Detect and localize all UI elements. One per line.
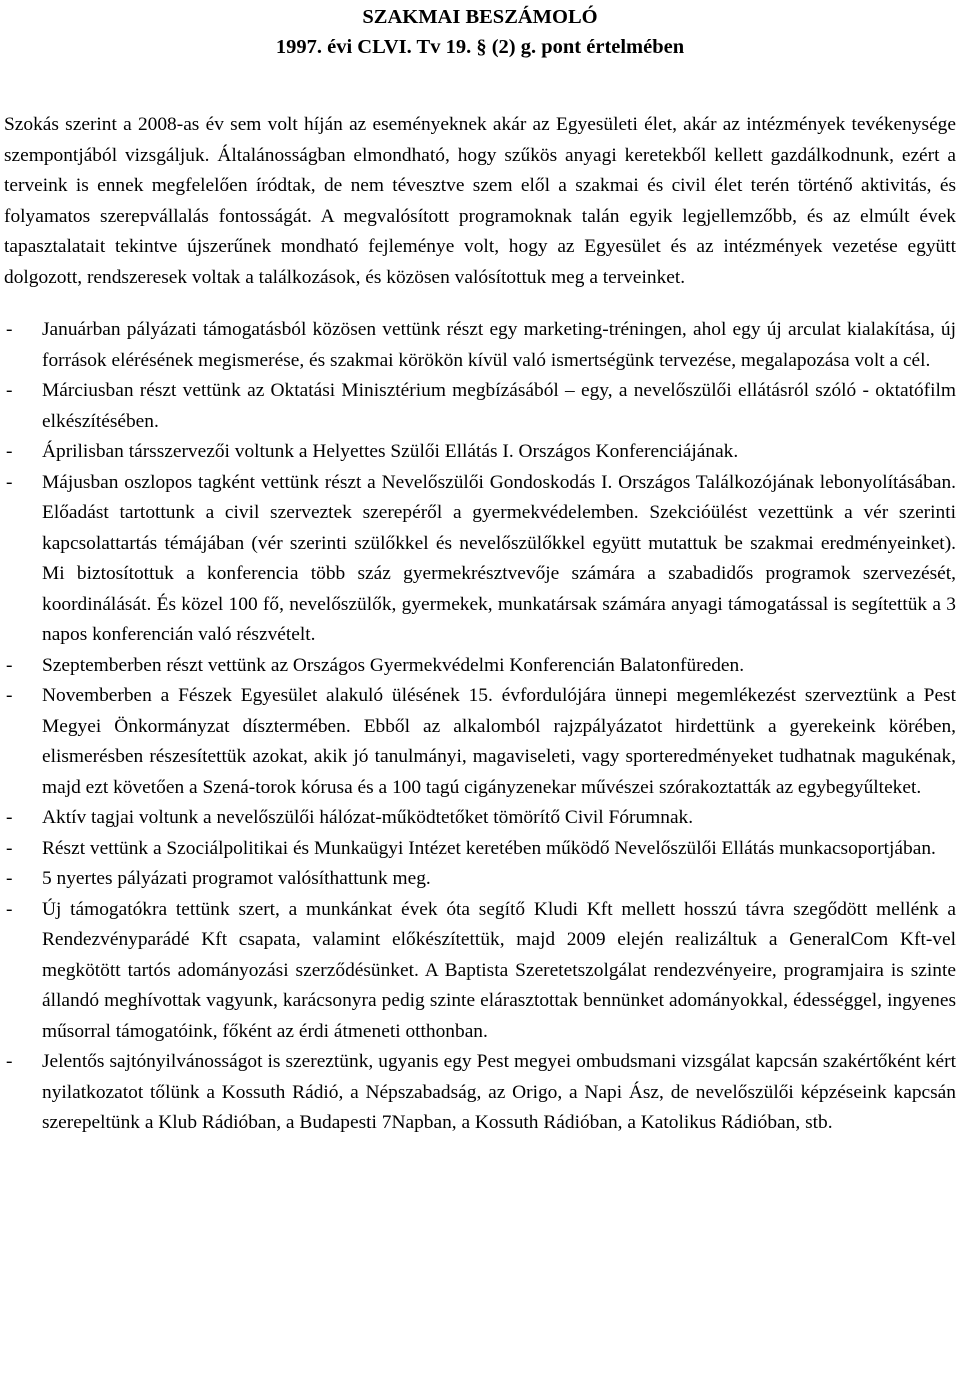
list-item [4, 895, 956, 1048]
list-item-text: Januárban pályázati támogatásból közösen vettünk részt egy marketing-tréningen, ahol egy új arculat kialakítása, új források elérésének megismerése, és szakmai körökön kívül való ismertségünk tervezése, megalapozása volt a cél. [42, 319, 956, 371]
bullet-dash: - [6, 898, 13, 920]
bullet-dash: - [6, 837, 13, 859]
list-item [4, 437, 956, 468]
bullet-dash: - [6, 319, 13, 340]
list-item-text: Májusban oszlopos tagként vettünk részt a Nevelőszülői Gondoskodás I. Országos Találkozójának lebonyolításában. Előadást tartottunk a civil szerveztek szerepéről a gyermekvédelemben. Szekcióülést vezettünk a vér szerinti kapcsolattartás témájában (vér szerinti szülőkkel és nevelőszülőkkel együtt mutattuk be szakmai eredményeinket). Mi biztosítottuk a konferencia több száz gyermekrésztvevője számára a szabadidős programok szervezését, koordinálását. És közel 100 fő, nevelőszülők, gyermekek, munkatársak számára anyagi támogatással is segítettük a 3 napos konferencián való részvételt. [42, 471, 956, 645]
list-item [4, 864, 956, 895]
list-item-text: Szeptemberben részt vettünk az Országos Gyermekvédelmi Konferencián Balatonfüreden. [42, 654, 745, 676]
list-item [4, 803, 956, 834]
list-item-text: Márciusban részt vettünk az Oktatási Minisztérium megbízásából – egy, a nevelőszülői ellátásról szóló - oktatófilm elkészítésében. [42, 380, 956, 432]
bullet-dash: - [6, 807, 13, 828]
bullet-dash: - [6, 868, 13, 889]
list-item-text: Novemberben a Fészek Egyesület alakuló ülésének 15. évfordulójára ünnepi megemlékezést szerveztünk a Pest Megyei Önkormányzat dísztermében. Ebből az alkalomból rajzpályázatot hirdettünk a gyerekeink körében, elismerésben részesítettük azokat, akik jó tanulmányi, magaviseleti, vagy sporteredményeket tudhatnak magukénak, majd ezt követően a Szená-torok kórusa és a 100 tagú cigányzenekar művészei szórakoztatták az egybegyűlteket. [42, 685, 956, 798]
activity-list [4, 315, 956, 1139]
document-subtitle: 1997. évi CLVI. Tv 19. § (2) g. pont értelmében [275, 36, 685, 58]
list-item [4, 468, 956, 651]
bullet-dash: - [6, 471, 13, 493]
bullet-dash: - [6, 685, 13, 706]
bullet-dash: - [6, 654, 13, 676]
document-title: SZAKMAI BESZÁMOLÓ [362, 6, 598, 28]
list-item [4, 376, 956, 437]
list-item [4, 315, 956, 376]
list-item-text: Részt vettünk a Szociálpolitikai és Munkaügyi Intézet keretében működő Nevelőszülői Ellátás munkacsoportjában. [42, 837, 936, 859]
list-item [4, 681, 956, 803]
bullet-dash: - [6, 380, 13, 401]
intro-paragraph: Szokás szerint a 2008-as év sem volt híján az eseményeknek akár az Egyesületi élet, akár az intézmények tevékenysége szempontjából vizsgáljuk. Általánosságban elmondható, hogy szűkös anyagi keretekből kellett gazdálkodnunk, ezért a terveink is ennek megfelelően íródtak, de nem tévesztve szem elől a szakmai és civil élet terén történő aktivitás, és folyamatos szerepvállalás fontosságát. A megvalósított programoknak talán egyik legjellemzőbb, és az elmúlt évek tapasztalatait tekintve újszerűnek mondható fejleménye volt, hogy az Egyesület és az intézmények vezetése együtt dolgozott, rendszeresek voltak a találkozások, és közösen valósítottuk meg a terveinket. [4, 114, 956, 288]
list-item [4, 834, 956, 865]
list-item-text: Aktív tagjai voltunk a nevelőszülői hálózat-működtetőket tömörítő Civil Fórumnak. [42, 807, 694, 828]
list-item-text: 5 nyertes pályázati programot valósíthattunk meg. [42, 868, 431, 889]
bullet-dash: - [6, 1051, 13, 1072]
list-item-text: Új támogatókra tettünk szert, a munkánkat évek óta segítő Kludi Kft mellett hosszú távra szegődött mellénk a Rendezvényparádé Kft csapata, valamint előkészítettük, majd 2009 elején realizáltuk a GeneralCom Kft-vel megkötött tartós adományozási szerződésünket. A Baptista Szeretetszolgálat rendezvényeire, programjaira is szinte állandó meghívottak vagyunk, karácsonyra pedig szinte elárasztottak bennünket adományokkal, édességgel, ingyenes műsorral támogatóink, főként az érdi átmeneti otthonban. [42, 898, 956, 1042]
bullet-dash: - [6, 441, 13, 462]
list-item [4, 651, 956, 682]
list-item [4, 1047, 956, 1139]
list-item-text: Jelentős sajtónyilvánosságot is szereztünk, ugyanis egy Pest megyei ombudsmani vizsgálat kapcsán szakértőként kért nyilatkozatot tőlünk a Kossuth Rádió, a Népszabadság, az Origo, a Napi Ász, de nevelőszülői képzéseink kapcsán szerepeltünk a Klub Rádióban, a Budapesti 7Napban, a Kossuth Rádióban, a Katolikus Rádióban, stb. [42, 1051, 956, 1133]
list-item-text: Áprilisban társszervezői voltunk a Helyettes Szülői Ellátás I. Országos Konferenciájának. [42, 441, 739, 462]
